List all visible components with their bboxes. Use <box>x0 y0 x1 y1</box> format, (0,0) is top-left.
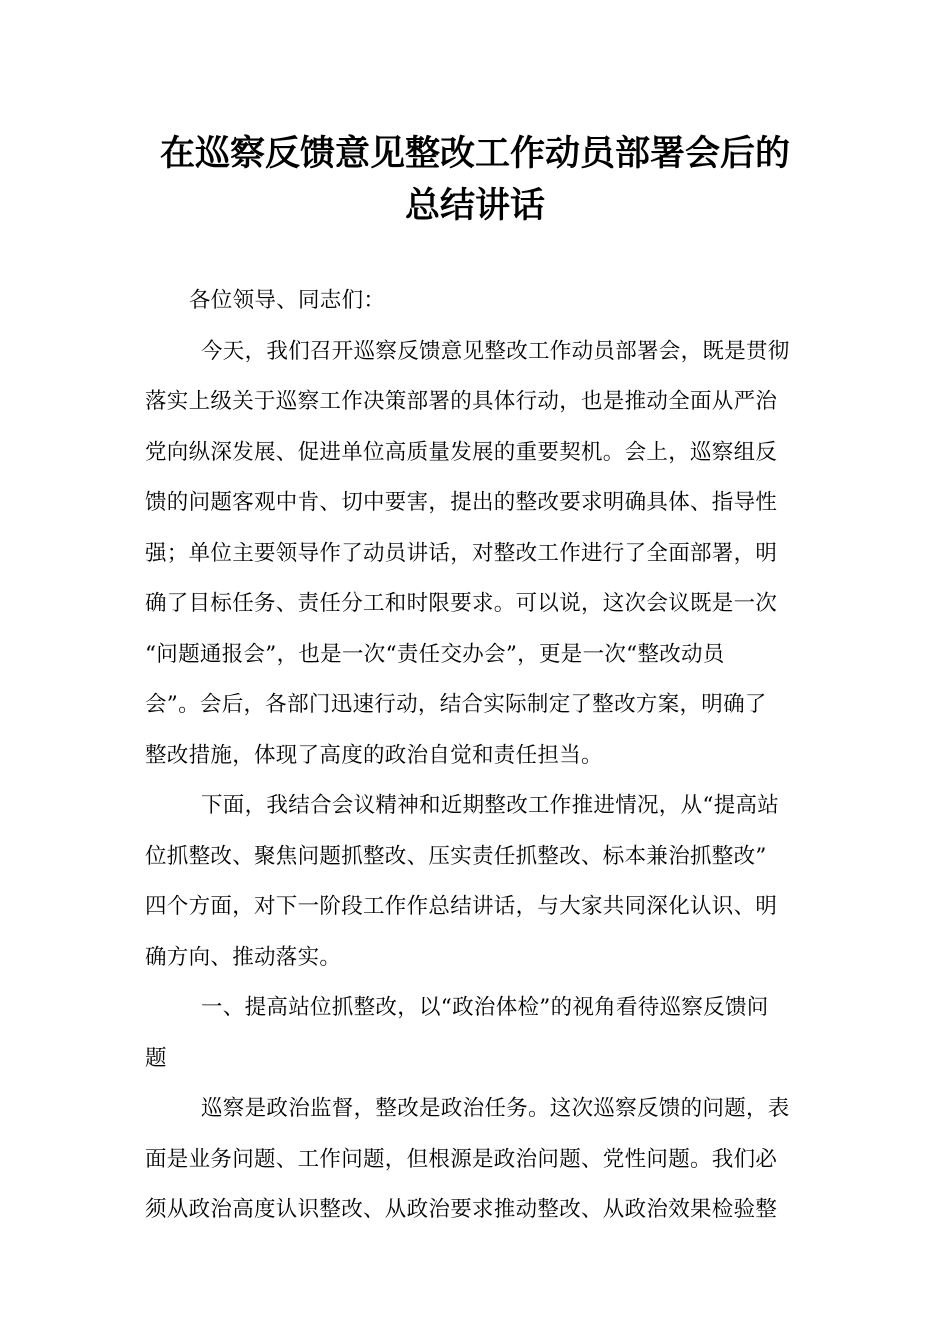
title-line-1: 在巡察反馈意见整改工作动员部署会后的 <box>159 134 790 174</box>
paragraph-line: 四个方面，对下一阶段工作作总结讲话，与大家共同深化认识、明 <box>145 894 778 919</box>
paragraph-line: 落实上级关于巡察工作决策部署的具体行动，也是推动全面从严治 <box>145 389 778 414</box>
paragraph-line: 馈的问题客观中肯、切中要害，提出的整改要求明确具体、指导性 <box>145 490 778 515</box>
paragraph-line: 须从政治高度认识整改、从政治要求推动整改、从政治效果检验整 <box>145 1197 778 1222</box>
paragraph-1 <box>145 333 805 788</box>
heading-line: 一、提高站位抓整改，以“政治体检”的视角看待巡察反馈问 <box>201 995 769 1020</box>
paragraph-line: 会”。会后，各部门迅速行动，结合实际制定了整改方案，明确了 <box>145 692 767 717</box>
paragraph-line: 面是业务问题、工作问题，但根源是政治问题、党性问题。我们必 <box>145 1146 778 1172</box>
document-body <box>145 282 805 1242</box>
paragraph-line: 巡察是政治监督，整改是政治任务。这次巡察反馈的问题，表 <box>201 1096 790 1121</box>
paragraph-2 <box>145 787 805 989</box>
paragraph-line: 确方向、推动落实。 <box>145 944 342 970</box>
paragraph-line: 确了目标任务、责任分工和时限要求。可以说，这次会议既是一次 <box>145 591 778 616</box>
heading-line: 题 <box>145 1045 167 1071</box>
paragraph-line: 今天，我们召开巡察反馈意见整改工作动员部署会，既是贯彻 <box>201 338 790 364</box>
document-title <box>140 128 810 232</box>
title-line-2: 总结讲话 <box>404 186 545 226</box>
paragraph-3 <box>145 1090 805 1242</box>
section-heading-1 <box>145 989 805 1090</box>
paragraph-line: 位抓整改、聚焦问题抓整改、压实责任抓整改、标本兼治抓整改” <box>145 843 767 869</box>
paragraph-line: 下面，我结合会议精神和近期整改工作推进情况，从“提高站 <box>201 793 780 818</box>
paragraph-line: “问题通报会”，也是一次“责任交办会”，更是一次“整改动员 <box>145 641 725 667</box>
paragraph-line: 党向纵深发展、促进单位高质量发展的重要契机。会上，巡察组反 <box>145 439 778 465</box>
paragraph-line: 整改措施，体现了高度的政治自觉和责任担当。 <box>145 742 603 768</box>
salutation: 各位领导、同志们： <box>189 288 386 313</box>
paragraph-line: 强；单位主要领导作了动员讲话，对整改工作进行了全面部署，明 <box>145 540 778 566</box>
